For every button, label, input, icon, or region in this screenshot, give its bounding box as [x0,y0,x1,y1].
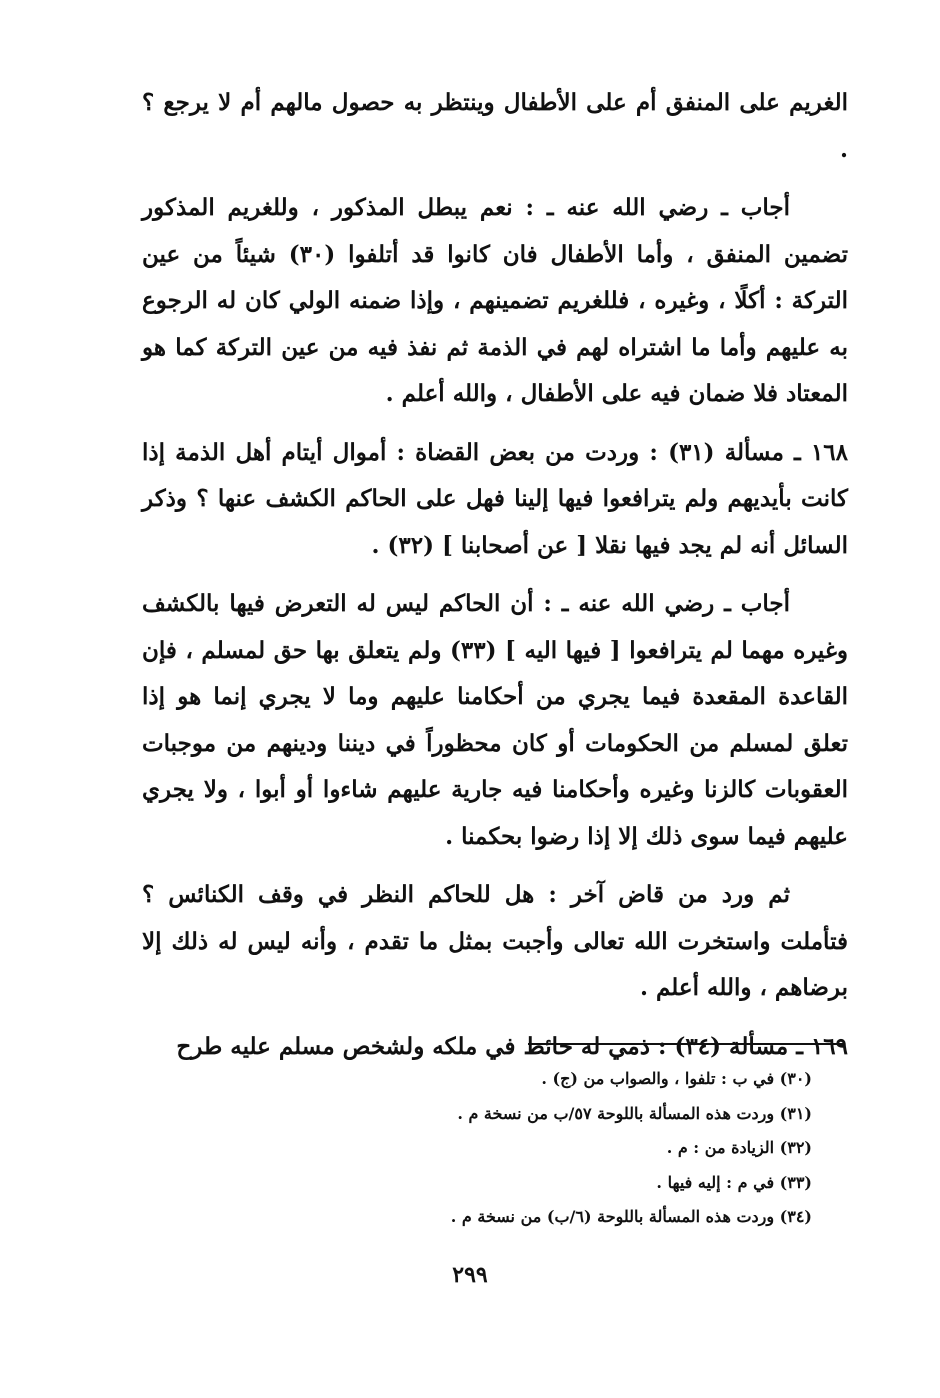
footnote-30: (٣٠) في ب : تلفوا ، والصواب من (ج) . [541,1069,812,1088]
footnote-32: (٣٢) الزيادة من : م . [666,1138,812,1157]
footnote-divider [528,1043,844,1045]
paragraph-1 [142,80,848,173]
paragraph-text: أجاب ـ رضي الله عنه ـ : أن الحاكم ليس له التعرض فيها بالكشف وغيره مهما لم يترافعوا [ فيها اليه ] (٣٣) ولم يتعلق بها حق لمسلم ، فإن القاعدة المقعدة فيما يجري من أحكامنا عليهم وما لا يجري إنما هو إذا تعلق لمسلم من الحكومات أو كان محظوراً في ديننا ودينهم من موجبات العقوبات كالزنا وغيره وأحكامنا فيه جارية عليهم شاءوا أو أبوا ، ولا يجري عليهم فيما سوى ذلك إلا إذا رضوا بحكمنا . [142,590,849,850]
main-text [142,80,848,1082]
paragraph-text: أجاب ـ رضي الله عنه ـ : نعم يبطل المذكور ، وللغريم المذكور تضمين المنفق ، وأما الأطفال فان كانوا قد أتلفوا (٣٠) شيئاً من عين التركة : أكلًا ، وغيره ، فللغريم تضمينهم ، وإذا ضمنه الولي كان له الرجوع به عليهم وأما ما اشتراه لهم في الذمة ثم نفذ فيه من عين التركة كما هو المعتاد فلا ضمان فيه على الأطفال ، والله أعلم . [142,194,848,407]
issue-heading: ١٦٨ ـ مسألة (٣١) [668,438,848,466]
footnotes [400,1062,812,1235]
issue-heading: ١٦٩ ـ مسألة (٣٤) [674,1032,848,1060]
paragraph-text: الغريم على المنفق أم على الأطفال وينتظر به حصول مالهم أم لا يرجع ؟ . [142,89,848,163]
paragraph-5 [142,872,848,1012]
paragraph-text: ثم ورد من قاض آخر : هل للحاكم النظر في وقف الكنائس ؟ فتأملت واستخرت الله تعالى وأجبت بمثل ما تقدم ، وأنه ليس له ذلك إلا برضاهم ، والله أعلم . [142,881,848,1001]
footnote-34: (٣٤) وردت هذه المسألة باللوحة (٦/ب) من نسخة م . [450,1207,812,1226]
paragraph-text: : وردت من بعض القضاة : أموال أيتام أهل الذمة إذا كانت بأيديهم ولم يترافعوا فيها إلينا فهل على الحاكم الكشف عنها ؟ وذكر السائل أنه لم يجد فيها نقلا [ عن أصحابنا ] (٣٢) . [142,438,848,559]
paragraph-4 [142,581,848,860]
footnote-33: (٣٣) في م : إليه فيها . [656,1172,812,1192]
page-number: ٢٩٩ [452,1262,488,1288]
paragraph-text: : ذمي له حائط في ملكه ولشخص مسلم عليه طرح [176,1032,675,1060]
paragraph-2 [142,185,848,418]
paragraph-issue-168 [142,430,848,570]
footnote-31: (٣١) وردت هذه المسألة باللوحة ٥٧/ب من نسخة م . [457,1103,812,1123]
